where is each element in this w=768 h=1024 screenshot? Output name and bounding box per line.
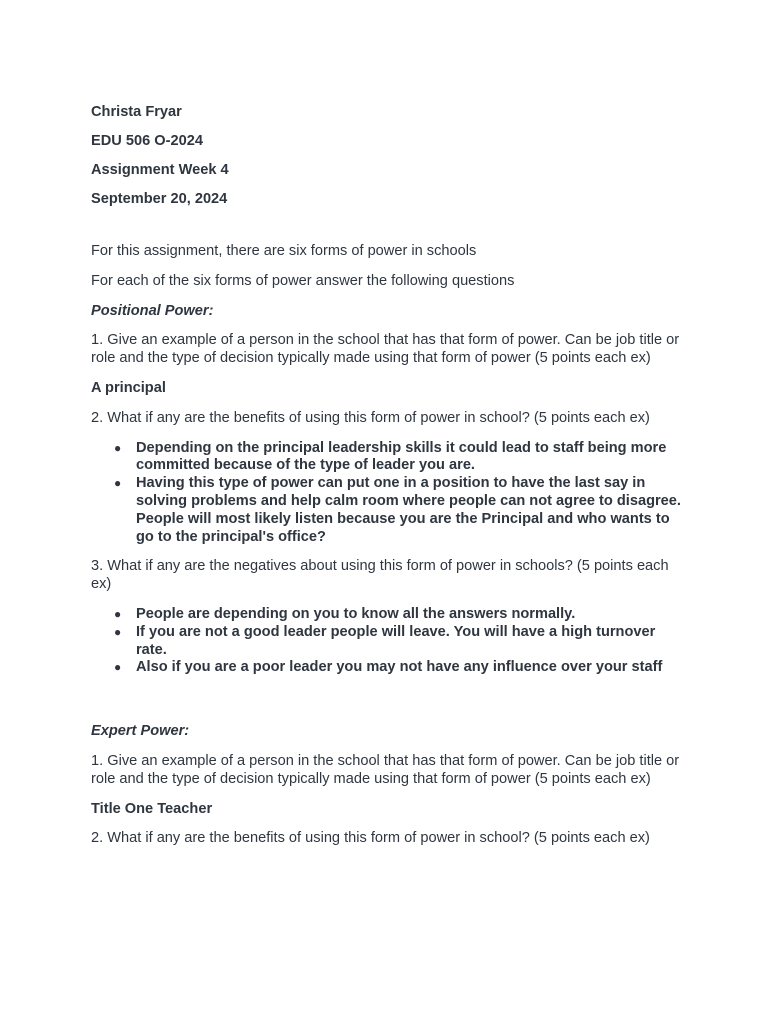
bullet-dot-icon: ● <box>114 440 122 455</box>
course-code: EDU 506 O-2024 <box>91 133 203 149</box>
list-item-text: Having this type of power can put one in a position to have the last say in solving problems and help calm room where people can not agree to disagree. People will most likely listen because you are the Principal and who wants to go to the principal's office? <box>136 475 681 545</box>
answer-1: A principal <box>91 379 166 396</box>
list-item <box>114 605 681 624</box>
section-title: Expert Power: <box>91 723 190 740</box>
section-positional-power <box>91 303 681 678</box>
list-item <box>114 659 681 677</box>
spacer <box>91 689 681 723</box>
question-2: 2. What if any are the benefits of using this form of power in school? (5 points each ex) <box>91 409 650 426</box>
list-item <box>114 623 681 660</box>
assignment-date: September 20, 2024 <box>91 191 228 207</box>
answer-1: Title One Teacher <box>91 800 213 817</box>
list-item <box>114 475 681 546</box>
spacer <box>91 220 681 243</box>
document-page <box>91 104 681 860</box>
bullet-dot-icon: ● <box>114 606 122 621</box>
list-item <box>114 439 681 476</box>
negatives-list <box>91 606 681 677</box>
intro-line-1: For this assignment, there are six forms of power in schools <box>91 243 477 259</box>
intro-line-2: For each of the six forms of power answer the following questions <box>91 272 515 289</box>
question-2: 2. What if any are the benefits of using this form of power in school? (5 points each ex) <box>91 830 650 847</box>
bullet-dot-icon: ● <box>114 660 122 675</box>
assignment-title: Assignment Week 4 <box>91 162 229 178</box>
list-item-text: People are depending on you to know all the answers normally. <box>136 605 576 622</box>
benefits-list <box>91 440 681 547</box>
list-item-text: Depending on the principal leadership skills it could lead to staff being more committed because of the type of leader you are. <box>136 439 667 474</box>
bullet-dot-icon: ● <box>114 624 122 639</box>
list-item-text: Also if you are a poor leader you may not have any influence over your staff <box>136 659 663 676</box>
list-item-text: If you are not a good leader people will leave. You will have a high turnover rate. <box>136 623 656 658</box>
author-name: Christa Fryar <box>91 104 182 120</box>
bullet-dot-icon: ● <box>114 476 122 491</box>
question-3: 3. What if any are the negatives about using this form of power in schools? (5 points each ex) <box>91 558 669 593</box>
section-title: Positional Power: <box>91 302 214 319</box>
section-expert-power <box>91 723 681 848</box>
question-1: 1. Give an example of a person in the school that has that form of power. Can be job title or role and the type of decision typically made using that form of power (5 points each ex) <box>91 752 680 787</box>
question-1: 1. Give an example of a person in the school that has that form of power. Can be job title or role and the type of decision typically made using that form of power (5 points each ex) <box>91 332 680 367</box>
